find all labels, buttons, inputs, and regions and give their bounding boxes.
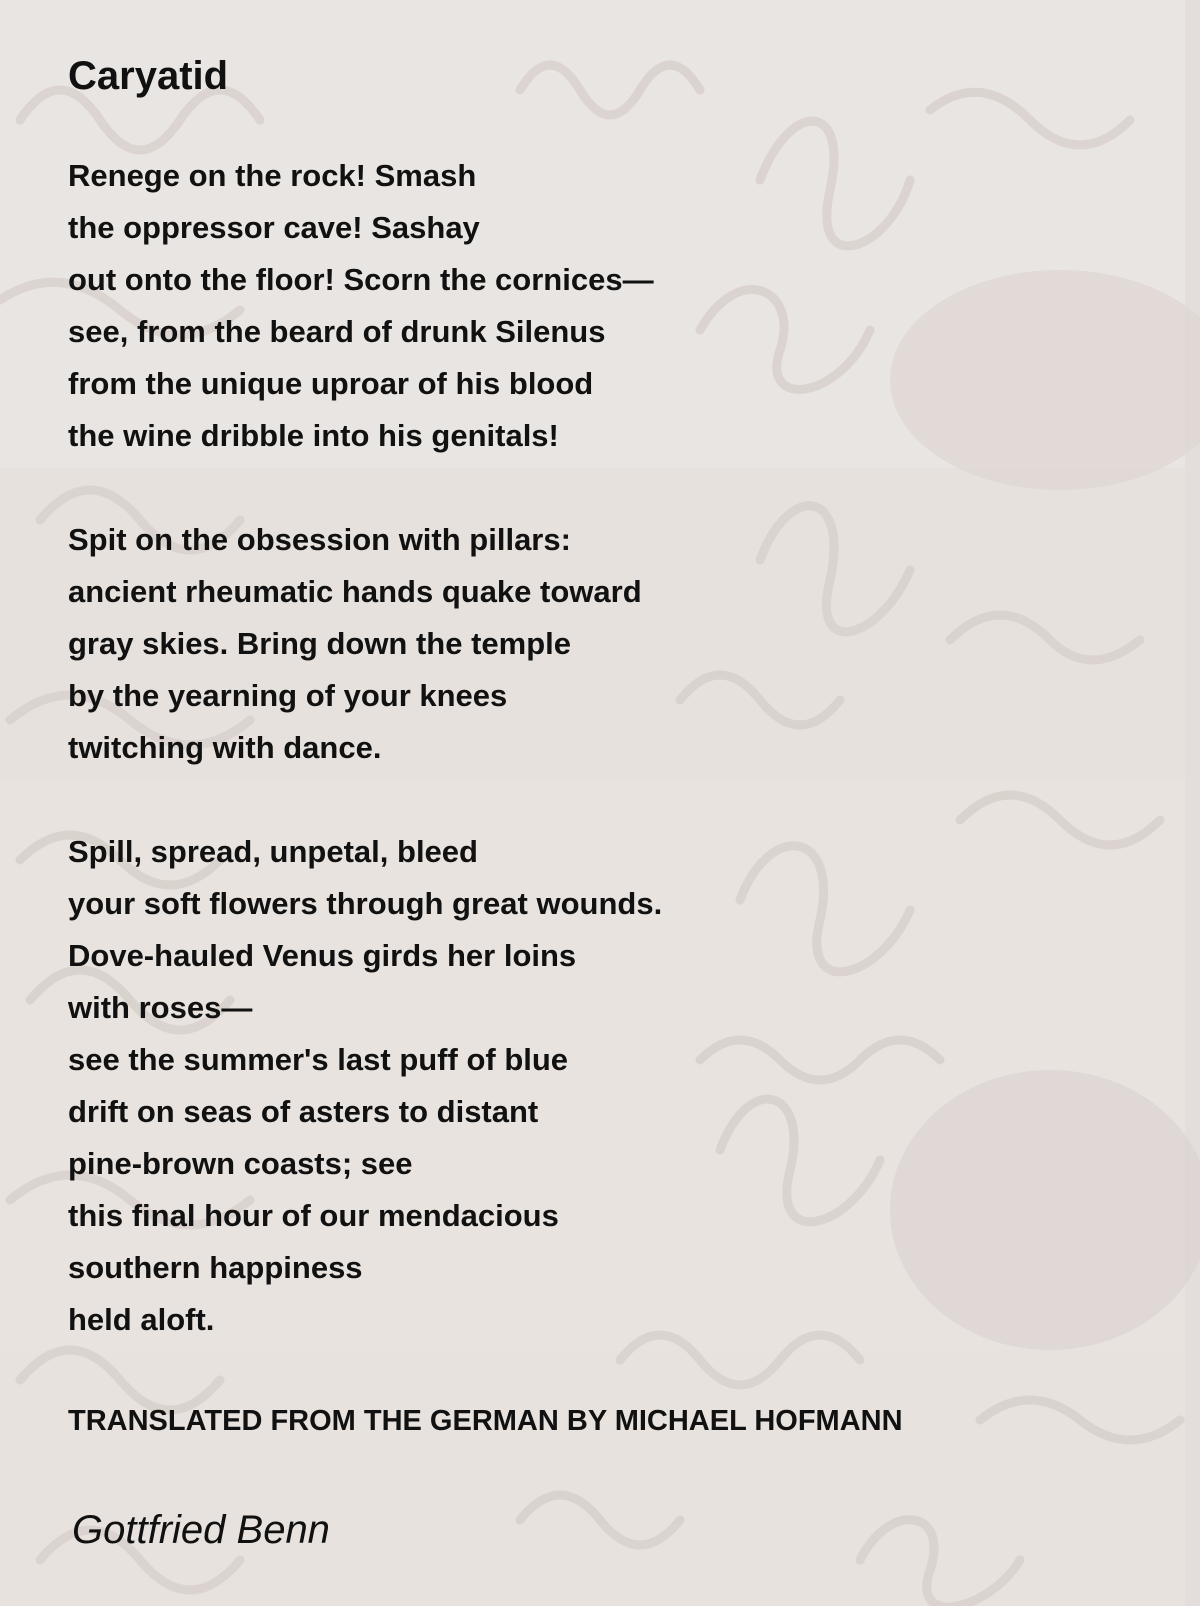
poem-title: Caryatid [68, 54, 229, 98]
stanza-1 [68, 150, 654, 462]
poem-line: Spit on the obsession with pillars: [68, 522, 571, 557]
poem-line: drift on seas of asters to distant [68, 1094, 539, 1129]
poem-line: gray skies. Bring down the temple [68, 626, 572, 661]
poem-line: with roses— [68, 990, 253, 1025]
poem-line: Renege on the rock! Smash [68, 158, 477, 193]
poem-line: Dove-hauled Venus girds her loins [68, 938, 577, 973]
poem-line: southern happiness [68, 1250, 363, 1285]
poem-line: the oppressor cave! Sashay [68, 210, 480, 245]
author-name: Gottfried Benn [72, 1508, 330, 1552]
poem-line: by the yearning of your knees [68, 678, 508, 713]
stanza-3 [68, 826, 662, 1346]
poem-line: Spill, spread, unpetal, bleed [68, 834, 478, 869]
poem-line: see the summer's last puff of blue [68, 1042, 569, 1077]
poem-line: ancient rheumatic hands quake toward [68, 574, 642, 609]
poem-line: twitching with dance. [68, 730, 382, 765]
poem-line: pine-brown coasts; see [68, 1146, 413, 1181]
translator-credit: TRANSLATED FROM THE GERMAN BY MICHAEL HOFMANN [68, 1405, 903, 1437]
poem-line: the wine dribble into his genitals! [68, 418, 559, 453]
poem-line: see, from the beard of drunk Silenus [68, 314, 606, 349]
stanza-2 [68, 514, 642, 774]
poem-line: this final hour of our mendacious [68, 1198, 559, 1233]
poem-line: out onto the floor! Scorn the cornices— [68, 262, 654, 297]
poem-line: your soft flowers through great wounds. [68, 886, 663, 921]
poem-line: held aloft. [68, 1302, 215, 1337]
poem-line: from the unique uproar of his blood [68, 366, 594, 401]
